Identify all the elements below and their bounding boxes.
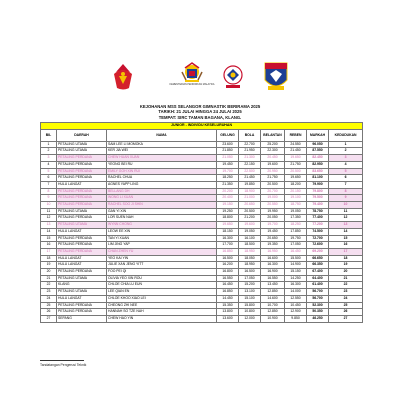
cell-gelung: 21.350 xyxy=(217,181,239,188)
cell-nama: GAN YI XIN xyxy=(107,208,217,215)
cell-kedudukan: 23 xyxy=(329,289,363,296)
cell-daerah: HULU LANGAT xyxy=(57,262,107,269)
cell-kedudukan: 20 xyxy=(329,269,363,276)
cell-gelung: 16.850 xyxy=(217,289,239,296)
cell-nama: LOR SUEN NAH xyxy=(107,215,217,222)
cell-bil: 27 xyxy=(41,315,57,322)
cell-kedudukan: 25 xyxy=(329,302,363,309)
cell-belantan: 19.450 xyxy=(261,228,285,235)
cell-markah: 50.350 xyxy=(307,309,329,316)
event-venue: TEMPAT: SIRC TAMAN BAGANA, KLANG. xyxy=(158,114,242,120)
cell-belantan: 12.850 xyxy=(261,289,285,296)
cell-reben: 14.250 xyxy=(285,275,307,282)
cell-nama: CHLOE CHIA LU EUN xyxy=(107,282,217,289)
cell-bil: 21 xyxy=(41,275,57,282)
cell-kedudukan: 2 xyxy=(329,148,363,155)
cell-reben: 19.650 xyxy=(285,155,307,162)
cell-daerah: HULU LANGAT xyxy=(57,255,107,262)
cell-nama: JULIE XAN JENG YITT xyxy=(107,262,217,269)
cell-daerah: PETALING PERDANA xyxy=(57,248,107,255)
cell-bola: 15.100 xyxy=(239,295,261,302)
document-header xyxy=(0,104,400,120)
cell-bola: 21.300 xyxy=(239,155,261,162)
cell-reben: 15.150 xyxy=(285,269,307,276)
cell-markah: 81.100 xyxy=(307,175,329,182)
cell-markah: 66.350 xyxy=(307,262,329,269)
cell-bola: 15.800 xyxy=(239,302,261,309)
cell-kedudukan: 17 xyxy=(329,248,363,255)
cell-belantan: 10.900 xyxy=(261,315,285,322)
cell-belantan: 22.300 xyxy=(261,148,285,155)
cell-markah: 79.500 xyxy=(307,195,329,202)
cell-markah: 72.600 xyxy=(307,242,329,249)
table-row xyxy=(41,295,363,302)
cell-gelung: 20.200 xyxy=(217,188,239,195)
cell-daerah: SEPANG xyxy=(57,315,107,322)
cell-kedudukan: 24 xyxy=(329,295,363,302)
logo-bar xyxy=(0,60,400,98)
table-row xyxy=(41,141,363,148)
cell-nama: WONG LI XUAN xyxy=(107,195,217,202)
cell-markah: 69.200 xyxy=(307,248,329,255)
cell-daerah: PETALING PERDANA xyxy=(57,155,107,162)
cell-nama: FOO PEI QI xyxy=(107,269,217,276)
table-row xyxy=(41,255,363,262)
cell-kedudukan: 26 xyxy=(329,309,363,316)
cell-daerah: PETALING UTAMA xyxy=(57,148,107,155)
cell-kedudukan: 22 xyxy=(329,282,363,289)
cell-nama: RACHEL SOO JI SHIN xyxy=(107,202,217,209)
cell-reben: 17.350 xyxy=(285,215,307,222)
cell-belantan: 19.600 xyxy=(261,161,285,168)
table-row xyxy=(41,188,363,195)
cell-nama: OLIVIA YEO XIN ROU xyxy=(107,275,217,282)
event-date: TARIKH: 21 JULAI HINGGA 24 JULAI 2025 xyxy=(158,109,242,115)
cell-markah: 61.400 xyxy=(307,282,329,289)
table-row xyxy=(41,242,363,249)
cell-nama: TAN YI XUAN xyxy=(107,235,217,242)
cell-kedudukan: 10 xyxy=(329,202,363,209)
cell-nama: CHLOE KHOO XIAO LEI xyxy=(107,295,217,302)
cell-belantan: 19.000 xyxy=(261,195,285,202)
table-row xyxy=(41,222,363,229)
cell-gelung: 15.350 xyxy=(217,302,239,309)
cell-gelung: 19.650 xyxy=(217,222,239,229)
cell-belantan: 20.500 xyxy=(261,181,285,188)
cell-belantan: 20.950 xyxy=(261,168,285,175)
col-markah: MARKAH xyxy=(307,129,329,141)
cell-belantan: 10.700 xyxy=(261,302,285,309)
cell-belantan: 19.700 xyxy=(261,222,285,229)
cell-bil: 20 xyxy=(41,269,57,276)
cell-belantan: 16.600 xyxy=(261,255,285,262)
cell-reben: 21.750 xyxy=(285,161,307,168)
cell-reben: 17.850 xyxy=(285,228,307,235)
cell-bil: 12 xyxy=(41,215,57,222)
cell-kedudukan: 9 xyxy=(329,195,363,202)
cell-belantan: 19.350 xyxy=(261,242,285,249)
cell-reben: 19.100 xyxy=(285,195,307,202)
cell-bil: 4 xyxy=(41,161,57,168)
cell-bola: 21.450 xyxy=(239,175,261,182)
cell-daerah: PETALING UTAMA xyxy=(57,275,107,282)
cell-reben: 21.450 xyxy=(285,148,307,155)
table-row xyxy=(41,289,363,296)
cell-bola: 15.200 xyxy=(239,282,261,289)
cell-markah: 72.700 xyxy=(307,235,329,242)
cell-daerah: PETALING PERDANA xyxy=(57,188,107,195)
cell-daerah: PETALING UTAMA xyxy=(57,208,107,215)
cell-gelung: 16.550 xyxy=(217,275,239,282)
cell-reben: 16.450 xyxy=(285,248,307,255)
cell-gelung: 19.450 xyxy=(217,161,239,168)
cell-bola: 12.000 xyxy=(239,315,261,322)
cell-bil: 24 xyxy=(41,295,57,302)
cell-markah: 82.450 xyxy=(307,155,329,162)
cell-belantan: 13.450 xyxy=(261,282,285,289)
cell-bil: 10 xyxy=(41,202,57,209)
cell-bola: 10.800 xyxy=(239,309,261,316)
cell-bil: 11 xyxy=(41,208,57,215)
cell-kedudukan: 18 xyxy=(329,255,363,262)
cell-kedudukan: 4 xyxy=(329,161,363,168)
col-reben: REBEN xyxy=(285,129,307,141)
cell-kedudukan: 3 xyxy=(329,155,363,162)
cell-reben: 24.550 xyxy=(285,141,307,148)
cell-bola: 16.500 xyxy=(239,269,261,276)
table-row xyxy=(41,195,363,202)
cell-bil: 2 xyxy=(41,148,57,155)
cell-daerah: PETALING PERDANA xyxy=(57,195,107,202)
cell-nama: CHEW HAO YIN xyxy=(107,315,217,322)
cell-markah: 79.900 xyxy=(307,181,329,188)
table-row xyxy=(41,309,363,316)
cell-daerah: PETALING UTAMA xyxy=(57,141,107,148)
cell-markah: 78.750 xyxy=(307,208,329,215)
cell-markah: 56.700 xyxy=(307,289,329,296)
cell-belantan: 20.650 xyxy=(261,235,285,242)
table-row xyxy=(41,275,363,282)
cell-bil: 25 xyxy=(41,302,57,309)
cell-markah: 83.650 xyxy=(307,168,329,175)
mss-selangor-logo-icon xyxy=(112,62,134,92)
cell-belantan: 20.050 xyxy=(261,215,285,222)
table-row xyxy=(41,235,363,242)
cell-belantan: 19.950 xyxy=(261,208,285,215)
cell-bil: 19 xyxy=(41,262,57,269)
cell-gelung: 16.800 xyxy=(217,269,239,276)
cell-bola: 18.050 xyxy=(239,255,261,262)
cell-bil: 16 xyxy=(41,242,57,249)
cell-bil: 5 xyxy=(41,168,57,175)
cell-bola: 19.050 xyxy=(239,228,261,235)
cell-gelung: 16.450 xyxy=(217,282,239,289)
cell-gelung: 16.200 xyxy=(217,262,239,269)
cell-nama: CHAN ZHEN YU xyxy=(107,248,217,255)
cell-reben: 19.650 xyxy=(285,175,307,182)
results-sheet xyxy=(40,122,362,323)
cell-nama: LIM JING YAP xyxy=(107,242,217,249)
cell-reben: 12.900 xyxy=(285,309,307,316)
cell-bil: 22 xyxy=(41,282,57,289)
cell-kedudukan: 16 xyxy=(329,242,363,249)
cell-bola: 20.650 xyxy=(239,202,261,209)
cell-belantan: 25.200 xyxy=(261,141,285,148)
cell-reben: 18.250 xyxy=(285,222,307,229)
cell-markah: 74.500 xyxy=(307,228,329,235)
cell-nama: CHEW HUAN XUAN xyxy=(107,155,217,162)
cell-gelung: 14.450 xyxy=(217,295,239,302)
cell-reben: 19.050 xyxy=(285,208,307,215)
cell-gelung: 18.800 xyxy=(217,215,239,222)
cell-bola: 21.950 xyxy=(239,148,261,155)
cell-reben: 12.550 xyxy=(285,295,307,302)
cell-reben: 19.750 xyxy=(285,235,307,242)
kpm-caption: KEMENTERIAN PENDIDIKAN MALAYSIA xyxy=(169,83,215,86)
cell-belantan: 12.850 xyxy=(261,309,285,316)
cell-markah: 77.200 xyxy=(307,222,329,229)
cell-reben: 18.200 xyxy=(285,181,307,188)
cell-bola: 19.600 xyxy=(239,222,261,229)
cell-markah: 87.550 xyxy=(307,148,329,155)
cell-bola: 19.850 xyxy=(239,181,261,188)
cell-gelung: 17.700 xyxy=(217,242,239,249)
cell-daerah: PETALING UTAMA xyxy=(57,222,107,229)
table-row xyxy=(41,269,363,276)
cell-reben: 14.900 xyxy=(285,262,307,269)
cell-kedudukan: 1 xyxy=(329,141,363,148)
cell-bil: 3 xyxy=(41,155,57,162)
cell-bola: 16.100 xyxy=(239,235,261,242)
cell-belantan: 16.550 xyxy=(261,275,285,282)
signature-label: Tandatangan Pengerusi Teknik xyxy=(40,363,87,367)
table-row xyxy=(41,228,363,235)
cell-markah: 67.400 xyxy=(307,269,329,276)
cell-nama: RACHEL CHUA xyxy=(107,175,217,182)
mss-emblem-icon xyxy=(222,64,244,90)
cell-gelung: 13.600 xyxy=(217,315,239,322)
cell-bola: 21.200 xyxy=(239,215,261,222)
cell-bil: 8 xyxy=(41,188,57,195)
cell-bola: 17.050 xyxy=(239,275,261,282)
results-body xyxy=(41,141,363,322)
cell-belantan: 20.450 xyxy=(261,155,285,162)
cell-gelung: 21.850 xyxy=(217,148,239,155)
cell-gelung: 19.700 xyxy=(217,168,239,175)
cell-kedudukan: 27 xyxy=(329,315,363,322)
cell-bil: 23 xyxy=(41,289,57,296)
table-row xyxy=(41,181,363,188)
cell-gelung: 16.500 xyxy=(217,255,239,262)
signature-line xyxy=(40,360,84,361)
cell-bola: 22.150 xyxy=(239,161,261,168)
cell-kedudukan: 15 xyxy=(329,235,363,242)
table-row xyxy=(41,302,363,309)
table-row xyxy=(41,161,363,168)
cell-bola: 22.700 xyxy=(239,141,261,148)
cell-bola: 18.500 xyxy=(239,242,261,249)
table-row xyxy=(41,208,363,215)
cell-nama: YEO KAI YIN xyxy=(107,255,217,262)
col-gelung: GELUNG xyxy=(217,129,239,141)
cell-markah: 77.400 xyxy=(307,215,329,222)
cell-bil: 17 xyxy=(41,248,57,255)
cell-daerah: PETALING PERDANA xyxy=(57,215,107,222)
cell-reben: 15.500 xyxy=(285,255,307,262)
cell-daerah: PETALING PERDANA xyxy=(57,242,107,249)
cell-belantan: 21.750 xyxy=(261,175,285,182)
cell-gelung: 23.600 xyxy=(217,141,239,148)
cell-daerah: PETALING PERDANA xyxy=(57,202,107,209)
cell-bil: 7 xyxy=(41,181,57,188)
cell-kedudukan: 13 xyxy=(329,222,363,229)
table-row xyxy=(41,202,363,209)
cell-nama: EMILY GOH XIN RUI xyxy=(107,168,217,175)
cell-daerah: HULU LANGAT xyxy=(57,228,107,235)
cell-daerah: PETALING PERDANA xyxy=(57,161,107,168)
cell-daerah: PETALING PERDANA xyxy=(57,168,107,175)
cell-gelung: 16.850 xyxy=(217,248,239,255)
cell-markah: 79.800 xyxy=(307,188,329,195)
cell-bola: 21.000 xyxy=(239,195,261,202)
cell-gelung: 13.800 xyxy=(217,309,239,316)
cell-reben: 18.750 xyxy=(285,202,307,209)
cell-kedudukan: 6 xyxy=(329,175,363,182)
cell-reben: 16.300 xyxy=(285,282,307,289)
cell-nama: KER JIA WEI xyxy=(107,148,217,155)
cell-gelung: 20.400 xyxy=(217,195,239,202)
cell-bil: 26 xyxy=(41,309,57,316)
cell-nama: SAM LEE LI MOMOKA xyxy=(107,141,217,148)
table-row xyxy=(41,215,363,222)
cell-daerah: KLANG xyxy=(57,282,107,289)
cell-markah: 46.250 xyxy=(307,315,329,322)
header-row xyxy=(41,129,363,141)
results-table xyxy=(40,122,363,323)
cell-gelung: 18.150 xyxy=(217,228,239,235)
col-daerah: DAERAH xyxy=(57,129,107,141)
cell-daerah: PETALING PERDANA xyxy=(57,309,107,316)
cell-reben: 20.500 xyxy=(285,168,307,175)
cell-bil: 18 xyxy=(41,255,57,262)
col-bil: BIL xyxy=(41,129,57,141)
cell-daerah: PETALING PERDANA xyxy=(57,269,107,276)
cell-markah: 66.650 xyxy=(307,255,329,262)
cell-reben: 10.450 xyxy=(285,302,307,309)
cell-nama: LEOW EE XIN xyxy=(107,228,217,235)
cell-markah: 64.400 xyxy=(307,275,329,282)
table-row xyxy=(41,155,363,162)
cell-daerah: HULU LANGAT xyxy=(57,295,107,302)
cell-gelung: 21.050 xyxy=(217,155,239,162)
table-row xyxy=(41,168,363,175)
cell-daerah: PETALING PERDANA xyxy=(57,175,107,182)
cell-kedudukan: 19 xyxy=(329,262,363,269)
cell-gelung: 19.150 xyxy=(217,202,239,209)
table-row xyxy=(41,282,363,289)
cell-nama: AGNES YAPP LING xyxy=(107,181,217,188)
cell-belantan: 14.600 xyxy=(261,295,285,302)
cell-nama: LEE QIAN EN xyxy=(107,289,217,296)
cell-belantan: 20.700 xyxy=(261,188,285,195)
cell-kedudukan: 12 xyxy=(329,215,363,222)
cell-bil: 14 xyxy=(41,228,57,235)
cell-bola: 13.100 xyxy=(239,289,261,296)
table-row xyxy=(41,175,363,182)
kpm-crest-icon xyxy=(172,60,212,96)
cell-belantan: 16.900 xyxy=(261,269,285,276)
cell-nama: HANNAH SO TZE NAH xyxy=(107,309,217,316)
cell-kedudukan: 7 xyxy=(329,181,363,188)
cell-markah: 56.700 xyxy=(307,295,329,302)
cell-kedudukan: 5 xyxy=(329,168,363,175)
col-nama: NAMA xyxy=(107,129,217,141)
cell-kedudukan: 11 xyxy=(329,208,363,215)
col-bola: BOLA xyxy=(239,129,261,141)
cell-daerah: PETALING UTAMA xyxy=(57,289,107,296)
cell-bil: 1 xyxy=(41,141,57,148)
cell-markah: 96.050 xyxy=(307,141,329,148)
cell-daerah: PETALING PERDANA xyxy=(57,235,107,242)
cell-nama: YEONG BEI RU xyxy=(107,161,217,168)
cell-daerah: PETALING PERDANA xyxy=(57,302,107,309)
table-row xyxy=(41,315,363,322)
cell-bil: 6 xyxy=(41,175,57,182)
cell-nama: WYNN CHONG xyxy=(107,222,217,229)
cell-markah: 79.400 xyxy=(307,202,329,209)
table-row xyxy=(41,148,363,155)
category-row xyxy=(41,123,363,130)
selangor-shield-icon xyxy=(262,60,290,94)
cell-markah: 82.950 xyxy=(307,161,329,168)
cell-bil: 9 xyxy=(41,195,57,202)
cell-bola: 22.500 xyxy=(239,168,261,175)
col-kedudukan: KEDUDUKAN xyxy=(329,129,363,141)
cell-reben: 17.050 xyxy=(285,242,307,249)
cell-gelung: 19.250 xyxy=(217,208,239,215)
cell-daerah: HULU LANGAT xyxy=(57,181,107,188)
cell-reben: 20.150 xyxy=(285,188,307,195)
cell-gelung: 18.250 xyxy=(217,175,239,182)
cell-kedudukan: 8 xyxy=(329,188,363,195)
table-row xyxy=(41,262,363,269)
cell-reben: 9.850 xyxy=(285,315,307,322)
table-row xyxy=(41,248,363,255)
col-belantan: BELANTAN xyxy=(261,129,285,141)
cell-gelung: 16.300 xyxy=(217,235,239,242)
cell-bola: 18.950 xyxy=(239,248,261,255)
cell-bola: 18.900 xyxy=(239,188,261,195)
cell-belantan: 16.300 xyxy=(261,262,285,269)
cell-nama: CHEONG ZHI NEE xyxy=(107,302,217,309)
event-title: KEJOHANAN MSS SELANGOR GIMNASTIK BERIRAMA 2025 xyxy=(139,104,261,109)
cell-bola: 18.950 xyxy=(239,262,261,269)
cell-nama: BELLANG DH xyxy=(107,188,217,195)
cell-bola: 20.500 xyxy=(239,208,261,215)
cell-reben: 14.000 xyxy=(285,289,307,296)
cell-kedudukan: 21 xyxy=(329,275,363,282)
cell-bil: 15 xyxy=(41,235,57,242)
cell-belantan: 16.950 xyxy=(261,248,285,255)
cell-kedudukan: 14 xyxy=(329,228,363,235)
category-label: JUNIOR - INDIVIDU KESELURUHAN xyxy=(41,123,363,130)
cell-markah: 52.300 xyxy=(307,302,329,309)
cell-bil: 13 xyxy=(41,222,57,229)
cell-belantan: 20.550 xyxy=(261,202,285,209)
